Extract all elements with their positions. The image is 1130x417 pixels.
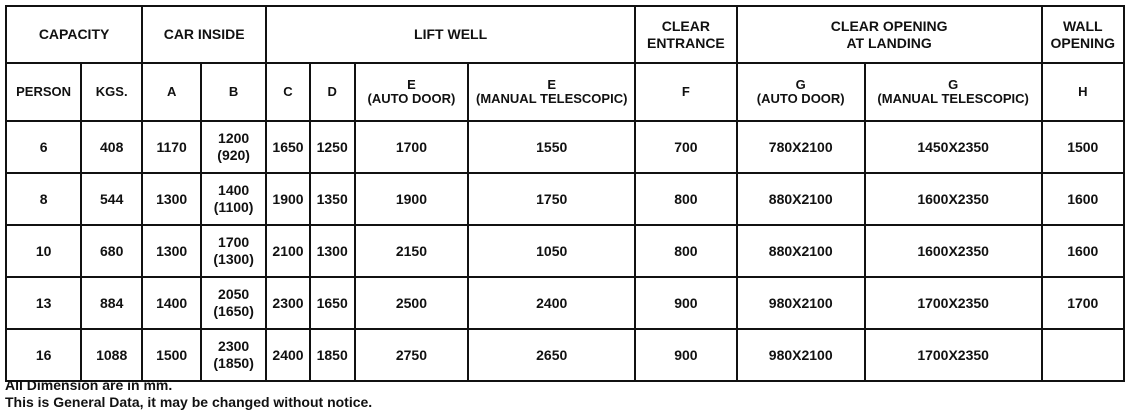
- column-code: G: [795, 77, 806, 92]
- table-cell: 884: [81, 277, 142, 329]
- group-header-line: CLEAR OPENING: [830, 17, 948, 34]
- table-cell: 2100: [266, 225, 310, 277]
- group-header-line: CLEAR: [661, 17, 710, 34]
- table-cell: 1600X2350: [865, 173, 1042, 225]
- table-cell: 700: [635, 121, 737, 173]
- table-cell: 1750: [468, 173, 635, 225]
- column-code: E: [547, 77, 557, 92]
- cell-secondary-value: (1650): [213, 303, 254, 319]
- table-cell: 1900: [266, 173, 310, 225]
- table-cell: 1650: [310, 277, 355, 329]
- table-cell: 1170: [142, 121, 201, 173]
- table-cell: 10: [6, 225, 81, 277]
- table-cell: 1050: [468, 225, 635, 277]
- table-cell: [1042, 329, 1124, 381]
- column-header-2: [142, 63, 201, 121]
- table-cell: 980X2100: [737, 277, 865, 329]
- table-cell: 408: [81, 121, 142, 173]
- table-cell: 1700: [1042, 277, 1124, 329]
- table-cell: 1700: [355, 121, 469, 173]
- table-cell: 544: [81, 173, 142, 225]
- cell-secondary-value: (920): [217, 147, 250, 163]
- table-cell: 1850: [310, 329, 355, 381]
- table-cell: 800: [635, 173, 737, 225]
- column-header-7: [468, 63, 635, 121]
- column-header-11: [1042, 63, 1124, 121]
- column-header-1: [81, 63, 142, 121]
- group-header-line: AT LANDING: [846, 34, 932, 51]
- table-cell: 800: [635, 225, 737, 277]
- group-header-clear-entrance: [635, 6, 737, 63]
- table-row: [6, 277, 1124, 329]
- table-cell: 880X2100: [737, 173, 865, 225]
- column-code: G: [948, 77, 959, 92]
- lift-specification-table: [5, 5, 1125, 382]
- table-cell: 2750: [355, 329, 469, 381]
- column-code: D: [327, 84, 337, 99]
- table-cell: 2300: [266, 277, 310, 329]
- table-cell: 2650: [468, 329, 635, 381]
- cell-primary-value: 2050: [218, 286, 250, 302]
- table-cell: 2400: [266, 329, 310, 381]
- table-row: [6, 173, 1124, 225]
- cell-primary-value: 1400: [218, 182, 250, 198]
- footnote-units: All Dimension are in mm.: [5, 377, 173, 393]
- column-code: C: [283, 84, 293, 99]
- group-header-capacity: CAPACITY: [6, 6, 142, 63]
- column-code: B: [228, 84, 239, 99]
- table-cell: 1300: [142, 173, 201, 225]
- table-cell: 900: [635, 277, 737, 329]
- column-header-10: [865, 63, 1042, 121]
- table-body: [6, 121, 1124, 381]
- table-cell: 1600: [1042, 173, 1124, 225]
- footnotes: [5, 377, 372, 411]
- table-cell: 13: [6, 277, 81, 329]
- column-code: F: [681, 84, 690, 99]
- column-code: E: [407, 77, 416, 92]
- cell-secondary-value: (1850): [213, 355, 254, 371]
- table-cell: 680: [81, 225, 142, 277]
- table-cell: 980X2100: [737, 329, 865, 381]
- column-header-9: [737, 63, 865, 121]
- table-cell: 1700X2350: [865, 329, 1042, 381]
- group-header-wall-opening: [1042, 6, 1124, 63]
- column-code: A: [166, 84, 177, 99]
- column-header-row: [6, 63, 1124, 121]
- table-cell: [201, 121, 266, 173]
- table-cell: 8: [6, 173, 81, 225]
- table-cell: 1250: [310, 121, 355, 173]
- column-note: (MANUAL TELESCOPIC): [475, 91, 628, 106]
- table-cell: 16: [6, 329, 81, 381]
- column-header-3: [201, 63, 266, 121]
- table-cell: 1550: [468, 121, 635, 173]
- table-cell: 6: [6, 121, 81, 173]
- table-cell: [201, 277, 266, 329]
- table-cell: 2500: [355, 277, 469, 329]
- group-header-line: WALL: [1062, 17, 1103, 34]
- table-cell: 1450X2350: [865, 121, 1042, 173]
- column-note: (AUTO DOOR): [756, 91, 845, 106]
- table-cell: 1300: [142, 225, 201, 277]
- table-cell: 1400: [142, 277, 201, 329]
- group-header-line: OPENING: [1050, 34, 1116, 51]
- cell-primary-value: 1200: [218, 130, 250, 146]
- column-header-5: [310, 63, 355, 121]
- cell-primary-value: 1700: [218, 234, 250, 250]
- table-row: [6, 225, 1124, 277]
- group-header-lift-well: LIFT WELL: [266, 6, 635, 63]
- table-cell: 1500: [142, 329, 201, 381]
- table-cell: 1350: [310, 173, 355, 225]
- column-header-4: [266, 63, 310, 121]
- table-cell: 1300: [310, 225, 355, 277]
- group-header-row: [6, 6, 1124, 63]
- table-cell: 1600: [1042, 225, 1124, 277]
- group-header-car-inside: CAR INSIDE: [142, 6, 266, 63]
- cell-secondary-value: (1300): [213, 251, 254, 267]
- column-code: KGS.: [95, 84, 128, 99]
- table-cell: 880X2100: [737, 225, 865, 277]
- table-cell: 1900: [355, 173, 469, 225]
- table-cell: 1088: [81, 329, 142, 381]
- table-cell: 2150: [355, 225, 469, 277]
- table-cell: [201, 329, 266, 381]
- column-note: (AUTO DOOR): [367, 91, 456, 106]
- table-row: [6, 329, 1124, 381]
- table-cell: 2400: [468, 277, 635, 329]
- table-cell: 1650: [266, 121, 310, 173]
- column-header-0: [6, 63, 81, 121]
- group-header-line: ENTRANCE: [646, 34, 725, 51]
- cell-secondary-value: (1100): [213, 199, 254, 215]
- group-header-clear-opening-at-landing: [737, 6, 1042, 63]
- column-note: (MANUAL TELESCOPIC): [877, 91, 1029, 106]
- column-header-8: [635, 63, 737, 121]
- table-cell: 900: [635, 329, 737, 381]
- table-cell: 1700X2350: [865, 277, 1042, 329]
- table-cell: 1600X2350: [865, 225, 1042, 277]
- column-code: H: [1078, 84, 1088, 99]
- footnote-disclaimer: This is General Data, it may be changed without notice.: [5, 394, 373, 410]
- cell-primary-value: 2300: [218, 338, 250, 354]
- column-code: PERSON: [16, 84, 72, 99]
- table-row: [6, 121, 1124, 173]
- table-cell: [201, 173, 266, 225]
- column-header-6: [355, 63, 469, 121]
- table-cell: 1500: [1042, 121, 1124, 173]
- table-cell: 780X2100: [737, 121, 865, 173]
- table-cell: [201, 225, 266, 277]
